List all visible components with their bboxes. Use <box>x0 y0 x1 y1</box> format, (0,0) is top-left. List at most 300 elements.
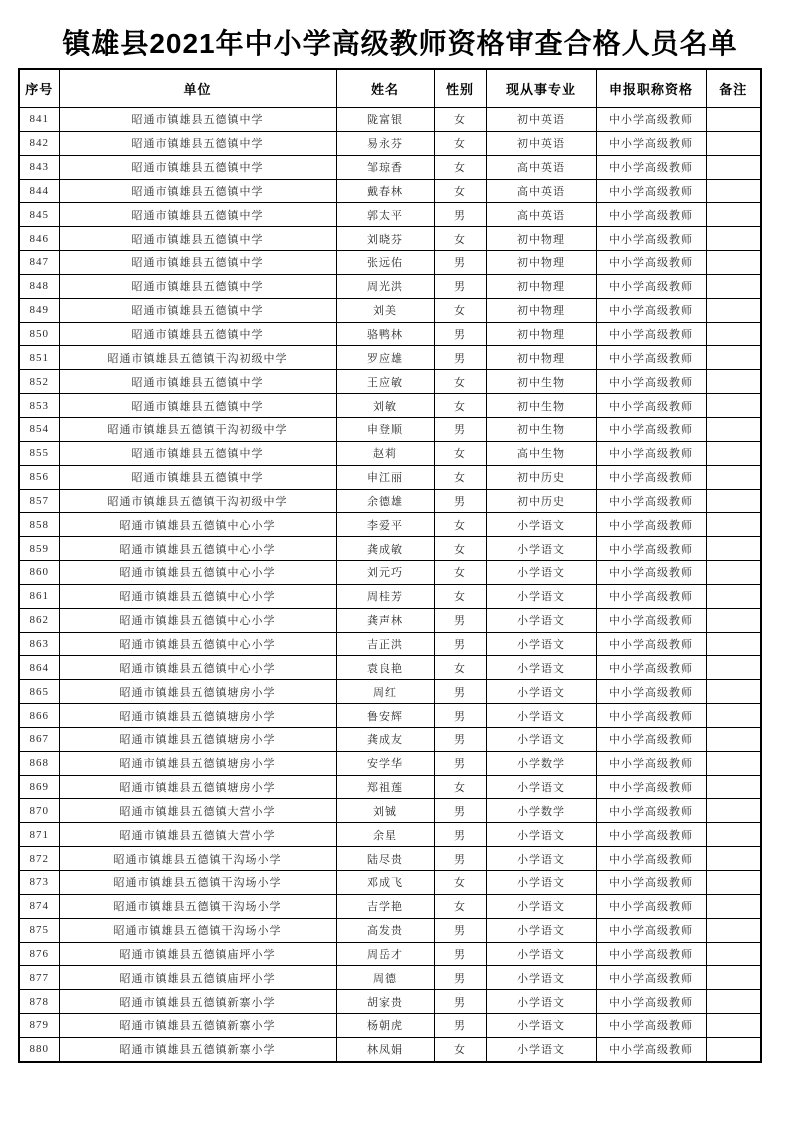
cell-name: 易永芬 <box>336 131 434 155</box>
table-row <box>19 131 761 155</box>
cell-unit: 昭通市镇雄县五德镇塘房小学 <box>59 704 336 728</box>
cell-serial-number: 876 <box>19 942 59 966</box>
cell-title-qualification: 中小学高级教师 <box>596 417 706 441</box>
cell-name: 袁良艳 <box>336 656 434 680</box>
cell-unit: 昭通市镇雄县五德镇中心小学 <box>59 632 336 656</box>
cell-current-major: 小学语文 <box>486 632 596 656</box>
table-row <box>19 1037 761 1061</box>
table-row <box>19 513 761 537</box>
cell-serial-number: 858 <box>19 513 59 537</box>
cell-name: 申登顺 <box>336 417 434 441</box>
cell-note <box>706 537 761 561</box>
cell-unit: 昭通市镇雄县五德镇大营小学 <box>59 799 336 823</box>
cell-unit: 昭通市镇雄县五德镇新寨小学 <box>59 1014 336 1038</box>
cell-gender: 女 <box>434 441 486 465</box>
cell-note <box>706 584 761 608</box>
cell-unit: 昭通市镇雄县五德镇中心小学 <box>59 608 336 632</box>
table-row <box>19 108 761 132</box>
cell-gender: 女 <box>434 370 486 394</box>
cell-current-major: 初中物理 <box>486 274 596 298</box>
cell-gender: 男 <box>434 799 486 823</box>
cell-current-major: 小学语文 <box>486 847 596 871</box>
table-row <box>19 751 761 775</box>
cell-serial-number: 856 <box>19 465 59 489</box>
cell-serial-number: 851 <box>19 346 59 370</box>
cell-gender: 男 <box>434 203 486 227</box>
cell-note <box>706 656 761 680</box>
cell-title-qualification: 中小学高级教师 <box>596 656 706 680</box>
cell-title-qualification: 中小学高级教师 <box>596 584 706 608</box>
cell-name: 林凤娟 <box>336 1037 434 1061</box>
cell-serial-number: 847 <box>19 251 59 275</box>
cell-name: 张远佑 <box>336 251 434 275</box>
cell-gender: 男 <box>434 966 486 990</box>
cell-current-major: 初中生物 <box>486 417 596 441</box>
table-row <box>19 704 761 728</box>
cell-current-major: 初中物理 <box>486 322 596 346</box>
cell-gender: 男 <box>434 632 486 656</box>
cell-unit: 昭通市镇雄县五德镇中学 <box>59 203 336 227</box>
cell-title-qualification: 中小学高级教师 <box>596 608 706 632</box>
cell-note <box>706 990 761 1014</box>
cell-gender: 女 <box>434 179 486 203</box>
cell-serial-number: 852 <box>19 370 59 394</box>
cell-name: 龚成友 <box>336 727 434 751</box>
cell-gender: 男 <box>434 274 486 298</box>
cell-note <box>706 608 761 632</box>
cell-note <box>706 131 761 155</box>
table-row <box>19 894 761 918</box>
cell-unit: 昭通市镇雄县五德镇中心小学 <box>59 513 336 537</box>
table-row <box>19 823 761 847</box>
cell-unit: 昭通市镇雄县五德镇干沟初级中学 <box>59 489 336 513</box>
cell-note <box>706 203 761 227</box>
cell-title-qualification: 中小学高级教师 <box>596 131 706 155</box>
cell-serial-number: 868 <box>19 751 59 775</box>
cell-serial-number: 873 <box>19 871 59 895</box>
page-title: 镇雄县2021年中小学高级教师资格审查合格人员名单 <box>62 28 738 59</box>
cell-current-major: 初中英语 <box>486 131 596 155</box>
cell-gender: 男 <box>434 417 486 441</box>
table-row <box>19 489 761 513</box>
cell-current-major: 初中英语 <box>486 108 596 132</box>
table-row <box>19 322 761 346</box>
cell-note <box>706 298 761 322</box>
cell-title-qualification: 中小学高级教师 <box>596 990 706 1014</box>
cell-current-major: 小学语文 <box>486 966 596 990</box>
cell-serial-number: 869 <box>19 775 59 799</box>
cell-gender: 男 <box>434 847 486 871</box>
cell-serial-number: 848 <box>19 274 59 298</box>
cell-gender: 男 <box>434 680 486 704</box>
cell-serial-number: 859 <box>19 537 59 561</box>
table-row <box>19 370 761 394</box>
cell-serial-number: 880 <box>19 1037 59 1061</box>
cell-current-major: 初中物理 <box>486 251 596 275</box>
cell-serial-number: 862 <box>19 608 59 632</box>
cell-title-qualification: 中小学高级教师 <box>596 537 706 561</box>
cell-serial-number: 845 <box>19 203 59 227</box>
cell-unit: 昭通市镇雄县五德镇中心小学 <box>59 656 336 680</box>
cell-name: 王应敏 <box>336 370 434 394</box>
cell-gender: 女 <box>434 227 486 251</box>
cell-unit: 昭通市镇雄县五德镇中学 <box>59 465 336 489</box>
cell-serial-number: 849 <box>19 298 59 322</box>
cell-current-major: 小学数学 <box>486 751 596 775</box>
cell-serial-number: 867 <box>19 727 59 751</box>
cell-note <box>706 847 761 871</box>
cell-unit: 昭通市镇雄县五德镇中学 <box>59 179 336 203</box>
cell-gender: 男 <box>434 751 486 775</box>
table-row <box>19 608 761 632</box>
cell-gender: 女 <box>434 871 486 895</box>
cell-note <box>706 727 761 751</box>
cell-name: 刘铖 <box>336 799 434 823</box>
cell-title-qualification: 中小学高级教师 <box>596 727 706 751</box>
cell-title-qualification: 中小学高级教师 <box>596 751 706 775</box>
table-row <box>19 942 761 966</box>
cell-title-qualification: 中小学高级教师 <box>596 322 706 346</box>
cell-serial-number: 875 <box>19 918 59 942</box>
cell-name: 戴春林 <box>336 179 434 203</box>
table-row <box>19 203 761 227</box>
table-row <box>19 298 761 322</box>
cell-title-qualification: 中小学高级教师 <box>596 370 706 394</box>
cell-gender: 男 <box>434 918 486 942</box>
cell-unit: 昭通市镇雄县五德镇塘房小学 <box>59 775 336 799</box>
table-row <box>19 990 761 1014</box>
cell-current-major: 初中生物 <box>486 370 596 394</box>
table-row <box>19 561 761 585</box>
cell-name: 高发贵 <box>336 918 434 942</box>
table-row <box>19 727 761 751</box>
cell-note <box>706 775 761 799</box>
cell-current-major: 小学数学 <box>486 799 596 823</box>
table-body <box>19 108 761 1062</box>
cell-serial-number: 843 <box>19 155 59 179</box>
cell-unit: 昭通市镇雄县五德镇塘房小学 <box>59 727 336 751</box>
cell-title-qualification: 中小学高级教师 <box>596 632 706 656</box>
cell-title-qualification: 中小学高级教师 <box>596 251 706 275</box>
cell-unit: 昭通市镇雄县五德镇新寨小学 <box>59 990 336 1014</box>
cell-note <box>706 513 761 537</box>
cell-gender: 女 <box>434 656 486 680</box>
table-row <box>19 680 761 704</box>
cell-title-qualification: 中小学高级教师 <box>596 847 706 871</box>
cell-title-qualification: 中小学高级教师 <box>596 227 706 251</box>
cell-current-major: 小学语文 <box>486 918 596 942</box>
cell-unit: 昭通市镇雄县五德镇中学 <box>59 441 336 465</box>
cell-current-major: 小学语文 <box>486 1014 596 1038</box>
cell-title-qualification: 中小学高级教师 <box>596 394 706 418</box>
cell-unit: 昭通市镇雄县五德镇干沟初级中学 <box>59 417 336 441</box>
cell-unit: 昭通市镇雄县五德镇塘房小学 <box>59 680 336 704</box>
cell-name: 吉学艳 <box>336 894 434 918</box>
cell-note <box>706 894 761 918</box>
cell-name: 郭太平 <box>336 203 434 227</box>
column-header-current-major: 现从事专业 <box>486 69 596 108</box>
cell-name: 陆尽贵 <box>336 847 434 871</box>
cell-name: 吉正洪 <box>336 632 434 656</box>
cell-serial-number: 855 <box>19 441 59 465</box>
table-row <box>19 227 761 251</box>
cell-unit: 昭通市镇雄县五德镇干沟场小学 <box>59 894 336 918</box>
cell-current-major: 小学语文 <box>486 942 596 966</box>
cell-name: 骆鸭林 <box>336 322 434 346</box>
cell-name: 胡家贵 <box>336 990 434 1014</box>
table-row <box>19 417 761 441</box>
cell-note <box>706 346 761 370</box>
cell-gender: 男 <box>434 823 486 847</box>
cell-title-qualification: 中小学高级教师 <box>596 489 706 513</box>
cell-unit: 昭通市镇雄县五德镇中心小学 <box>59 537 336 561</box>
cell-unit: 昭通市镇雄县五德镇干沟场小学 <box>59 847 336 871</box>
cell-current-major: 小学语文 <box>486 704 596 728</box>
table-header <box>19 69 761 108</box>
cell-serial-number: 872 <box>19 847 59 871</box>
cell-name: 李爱平 <box>336 513 434 537</box>
cell-title-qualification: 中小学高级教师 <box>596 513 706 537</box>
cell-name: 刘美 <box>336 298 434 322</box>
cell-serial-number: 853 <box>19 394 59 418</box>
cell-name: 余星 <box>336 823 434 847</box>
cell-note <box>706 155 761 179</box>
cell-current-major: 小学语文 <box>486 775 596 799</box>
table-row <box>19 394 761 418</box>
cell-name: 龚成敏 <box>336 537 434 561</box>
cell-note <box>706 489 761 513</box>
cell-title-qualification: 中小学高级教师 <box>596 775 706 799</box>
cell-title-qualification: 中小学高级教师 <box>596 942 706 966</box>
cell-current-major: 小学语文 <box>486 727 596 751</box>
cell-note <box>706 942 761 966</box>
cell-unit: 昭通市镇雄县五德镇新寨小学 <box>59 1037 336 1061</box>
cell-current-major: 小学语文 <box>486 1037 596 1061</box>
cell-name: 申江丽 <box>336 465 434 489</box>
cell-title-qualification: 中小学高级教师 <box>596 179 706 203</box>
cell-title-qualification: 中小学高级教师 <box>596 1014 706 1038</box>
cell-title-qualification: 中小学高级教师 <box>596 680 706 704</box>
cell-note <box>706 680 761 704</box>
cell-title-qualification: 中小学高级教师 <box>596 441 706 465</box>
cell-gender: 女 <box>434 537 486 561</box>
cell-unit: 昭通市镇雄县五德镇中学 <box>59 274 336 298</box>
cell-current-major: 小学语文 <box>486 608 596 632</box>
cell-title-qualification: 中小学高级教师 <box>596 465 706 489</box>
cell-current-major: 小学语文 <box>486 656 596 680</box>
table-row <box>19 155 761 179</box>
cell-note <box>706 108 761 132</box>
cell-current-major: 小学语文 <box>486 990 596 1014</box>
cell-name: 刘晓芬 <box>336 227 434 251</box>
table-row <box>19 584 761 608</box>
cell-current-major: 小学语文 <box>486 537 596 561</box>
cell-note <box>706 871 761 895</box>
cell-title-qualification: 中小学高级教师 <box>596 918 706 942</box>
table-row <box>19 179 761 203</box>
cell-gender: 男 <box>434 322 486 346</box>
cell-gender: 女 <box>434 298 486 322</box>
cell-current-major: 初中物理 <box>486 346 596 370</box>
table-row <box>19 656 761 680</box>
cell-serial-number: 874 <box>19 894 59 918</box>
cell-note <box>706 370 761 394</box>
cell-unit: 昭通市镇雄县五德镇干沟场小学 <box>59 871 336 895</box>
cell-gender: 女 <box>434 394 486 418</box>
table-row <box>19 871 761 895</box>
cell-gender: 女 <box>434 561 486 585</box>
cell-gender: 女 <box>434 131 486 155</box>
cell-title-qualification: 中小学高级教师 <box>596 298 706 322</box>
cell-name: 赵莉 <box>336 441 434 465</box>
table-row <box>19 346 761 370</box>
cell-unit: 昭通市镇雄县五德镇中学 <box>59 394 336 418</box>
cell-serial-number: 861 <box>19 584 59 608</box>
cell-serial-number: 841 <box>19 108 59 132</box>
qualified-teachers-table <box>18 68 762 1063</box>
cell-unit: 昭通市镇雄县五德镇中学 <box>59 131 336 155</box>
cell-gender: 男 <box>434 251 486 275</box>
cell-name: 周光洪 <box>336 274 434 298</box>
table-row <box>19 274 761 298</box>
cell-current-major: 高中生物 <box>486 441 596 465</box>
cell-name: 周德 <box>336 966 434 990</box>
cell-unit: 昭通市镇雄县五德镇庙坪小学 <box>59 942 336 966</box>
cell-name: 余德雄 <box>336 489 434 513</box>
cell-gender: 女 <box>434 155 486 179</box>
cell-serial-number: 846 <box>19 227 59 251</box>
cell-current-major: 小学语文 <box>486 584 596 608</box>
cell-serial-number: 871 <box>19 823 59 847</box>
cell-note <box>706 274 761 298</box>
cell-name: 安学华 <box>336 751 434 775</box>
cell-note <box>706 441 761 465</box>
cell-title-qualification: 中小学高级教师 <box>596 1037 706 1061</box>
cell-unit: 昭通市镇雄县五德镇中学 <box>59 322 336 346</box>
cell-serial-number: 842 <box>19 131 59 155</box>
cell-serial-number: 844 <box>19 179 59 203</box>
cell-note <box>706 799 761 823</box>
cell-title-qualification: 中小学高级教师 <box>596 966 706 990</box>
cell-gender: 女 <box>434 584 486 608</box>
cell-unit: 昭通市镇雄县五德镇塘房小学 <box>59 751 336 775</box>
cell-gender: 女 <box>434 894 486 918</box>
cell-unit: 昭通市镇雄县五德镇中学 <box>59 298 336 322</box>
cell-title-qualification: 中小学高级教师 <box>596 799 706 823</box>
cell-gender: 男 <box>434 704 486 728</box>
cell-unit: 昭通市镇雄县五德镇干沟初级中学 <box>59 346 336 370</box>
cell-note <box>706 1037 761 1061</box>
cell-serial-number: 870 <box>19 799 59 823</box>
cell-note <box>706 704 761 728</box>
table-row <box>19 847 761 871</box>
cell-name: 龚声林 <box>336 608 434 632</box>
cell-name: 刘元巧 <box>336 561 434 585</box>
cell-current-major: 小学语文 <box>486 871 596 895</box>
cell-name: 刘敏 <box>336 394 434 418</box>
cell-note <box>706 179 761 203</box>
cell-name: 邓成飞 <box>336 871 434 895</box>
cell-current-major: 小学语文 <box>486 680 596 704</box>
cell-gender: 男 <box>434 990 486 1014</box>
cell-note <box>706 322 761 346</box>
cell-title-qualification: 中小学高级教师 <box>596 561 706 585</box>
column-header-title-qualification: 申报职称资格 <box>596 69 706 108</box>
cell-current-major: 高中英语 <box>486 179 596 203</box>
cell-serial-number: 854 <box>19 417 59 441</box>
cell-gender: 女 <box>434 108 486 132</box>
table-row <box>19 966 761 990</box>
cell-current-major: 小学语文 <box>486 513 596 537</box>
table-row <box>19 441 761 465</box>
cell-name: 周桂芳 <box>336 584 434 608</box>
table-row <box>19 775 761 799</box>
table-row <box>19 251 761 275</box>
cell-note <box>706 918 761 942</box>
cell-current-major: 高中英语 <box>486 203 596 227</box>
cell-name: 周岳才 <box>336 942 434 966</box>
cell-gender: 男 <box>434 489 486 513</box>
column-header-serial-number: 序号 <box>19 69 59 108</box>
cell-current-major: 高中英语 <box>486 155 596 179</box>
cell-unit: 昭通市镇雄县五德镇大营小学 <box>59 823 336 847</box>
table-row <box>19 537 761 561</box>
table-header-row <box>19 69 761 108</box>
cell-serial-number: 850 <box>19 322 59 346</box>
cell-title-qualification: 中小学高级教师 <box>596 823 706 847</box>
cell-note <box>706 751 761 775</box>
column-header-note: 备注 <box>706 69 761 108</box>
table-row <box>19 465 761 489</box>
table-row <box>19 632 761 656</box>
column-header-name: 姓名 <box>336 69 434 108</box>
cell-note <box>706 966 761 990</box>
cell-unit: 昭通市镇雄县五德镇中心小学 <box>59 584 336 608</box>
cell-note <box>706 632 761 656</box>
cell-note <box>706 417 761 441</box>
cell-gender: 男 <box>434 608 486 632</box>
cell-note <box>706 1014 761 1038</box>
column-header-gender: 性别 <box>434 69 486 108</box>
cell-title-qualification: 中小学高级教师 <box>596 704 706 728</box>
table-row <box>19 799 761 823</box>
cell-title-qualification: 中小学高级教师 <box>596 274 706 298</box>
cell-serial-number: 863 <box>19 632 59 656</box>
cell-title-qualification: 中小学高级教师 <box>596 203 706 227</box>
cell-unit: 昭通市镇雄县五德镇中学 <box>59 155 336 179</box>
cell-serial-number: 877 <box>19 966 59 990</box>
cell-serial-number: 860 <box>19 561 59 585</box>
table-row <box>19 918 761 942</box>
cell-serial-number: 864 <box>19 656 59 680</box>
column-header-unit: 单位 <box>59 69 336 108</box>
cell-serial-number: 865 <box>19 680 59 704</box>
cell-gender: 女 <box>434 775 486 799</box>
cell-title-qualification: 中小学高级教师 <box>596 871 706 895</box>
cell-gender: 女 <box>434 1037 486 1061</box>
cell-current-major: 初中物理 <box>486 227 596 251</box>
cell-unit: 昭通市镇雄县五德镇中心小学 <box>59 561 336 585</box>
cell-note <box>706 561 761 585</box>
cell-unit: 昭通市镇雄县五德镇中学 <box>59 108 336 132</box>
cell-name: 杨朝虎 <box>336 1014 434 1038</box>
cell-name: 郑祖莲 <box>336 775 434 799</box>
cell-current-major: 初中历史 <box>486 489 596 513</box>
cell-gender: 男 <box>434 1014 486 1038</box>
cell-note <box>706 251 761 275</box>
cell-gender: 女 <box>434 513 486 537</box>
cell-current-major: 初中物理 <box>486 298 596 322</box>
